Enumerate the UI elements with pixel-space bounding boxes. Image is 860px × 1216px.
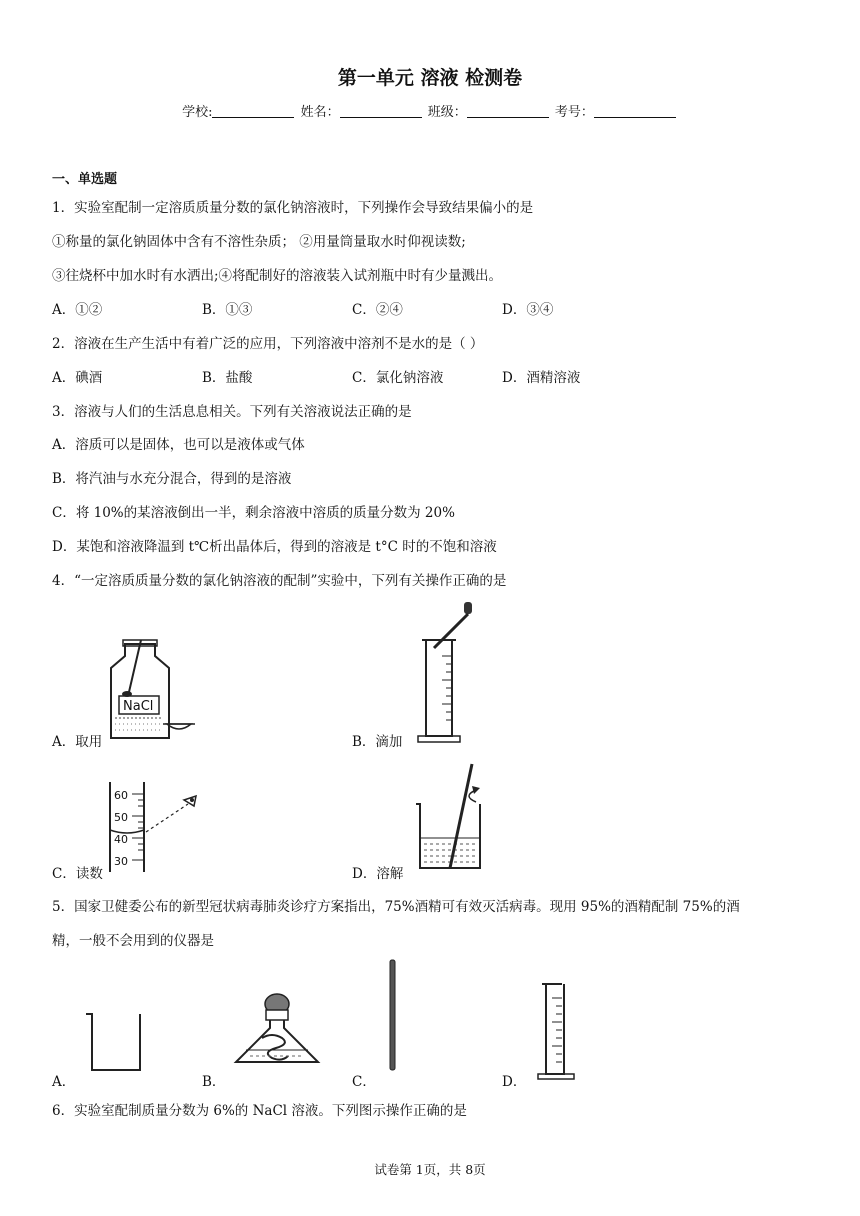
question-5-stem: 5．国家卫健委公布的新型冠状病毒肺炎诊疗方案指出，75%酒精可有效灭活病毒。现用 95%的酒精配制 75%的酒 [52,899,740,915]
figure-alcohol-lamp [232,992,322,1076]
figure-reading-scale [108,780,208,875]
figure-beaker [84,1010,146,1074]
question-1-line-2: ③往烧杯中加水时有水洒出;④将配制好的溶液装入试剂瓶中时有少量溅出。 [52,268,503,284]
question-4-option-d[interactable]: D．溶解 [352,866,404,882]
question-2-option-d[interactable]: D．酒精溶液 [502,370,581,386]
question-4-option-b[interactable]: B．滴加 [352,734,403,750]
question-3-option-a[interactable]: A．溶质可以是固体，也可以是液体或气体 [52,437,305,453]
class-label: 班级： [427,105,467,120]
question-2-stem: 2．溶液在生产生活中有着广泛的应用，下列溶液中溶剂不是水的是（ ） [52,336,484,352]
question-2-option-a[interactable]: A．碘酒 [52,370,103,386]
question-3-option-c[interactable]: C．将 10%的某溶液倒出一半，剩余溶液中溶质的质量分数为 20% [52,505,455,521]
figure-nacl-label: NaCl [123,699,154,714]
question-1-option-c[interactable]: C．②④ [352,302,403,318]
figure-beaker-stirring [410,760,500,875]
question-5-stem-cont: 精，一般不会用到的仪器是 [52,933,214,949]
question-2-option-b[interactable]: B．盐酸 [202,370,253,386]
question-3-option-d[interactable]: D．某饱和溶液降温到 t℃析出晶体后，得到的溶液是 t°C 时的不饱和溶液 [52,539,497,555]
section-heading: 一、单选题 [52,172,118,187]
school-blank[interactable] [212,105,294,118]
figure-dropper-cylinder [412,600,482,745]
question-1-option-d[interactable]: D．③④ [502,302,554,318]
question-2-option-c[interactable]: C．氯化钠溶液 [352,370,444,386]
svg-text:60: 60 [114,789,128,802]
question-5-option-b[interactable]: B． [202,1074,226,1090]
question-1-option-a[interactable]: A．①② [52,302,103,318]
exam-no-blank[interactable] [594,105,676,118]
student-info-line [0,101,860,120]
question-3-stem: 3．溶液与人们的生活息息相关。下列有关溶液说法正确的是 [52,404,412,420]
name-blank[interactable] [340,105,422,118]
page-footer: 试卷第 1页，共 8页 [374,1162,486,1177]
question-1-option-b[interactable]: B．①③ [202,302,253,318]
exam-no-label: 考号： [554,105,594,120]
figure-glass-rod [388,960,398,1072]
svg-text:50: 50 [114,811,128,824]
class-blank[interactable] [467,105,549,118]
page-title: 第一单元 溶液 检测卷 [337,67,523,89]
figure-reagent-bottle [105,636,205,746]
question-5-option-d[interactable]: D． [502,1074,527,1090]
svg-text:30: 30 [114,855,128,868]
name-label: 姓名： [300,105,340,120]
question-6-stem: 6．实验室配制质量分数为 6%的 NaCl 溶液。下列图示操作正确的是 [52,1103,467,1119]
svg-text:40: 40 [114,833,128,846]
question-3-option-b[interactable]: B．将汽油与水充分混合，得到的是溶液 [52,471,292,487]
question-5-option-a[interactable]: A． [52,1074,76,1090]
question-4-option-c[interactable]: C．读数 [52,866,103,882]
question-5-option-c[interactable]: C． [352,1074,376,1090]
school-label: 学校: [182,105,213,120]
question-4-stem: 4．“一定溶质质量分数的氯化钠溶液的配制”实验中，下列有关操作正确的是 [52,573,507,589]
figure-graduated-cylinder [536,982,580,1082]
question-1-stem: 1．实验室配制一定溶质质量分数的氯化钠溶液时，下列操作会导致结果偏小的是 [52,200,534,216]
question-1-line-1: ①称量的氯化钠固体中含有不溶性杂质； ②用量筒量取水时仰视读数; [52,234,466,250]
question-4-option-a[interactable]: A．取用 [52,734,103,750]
